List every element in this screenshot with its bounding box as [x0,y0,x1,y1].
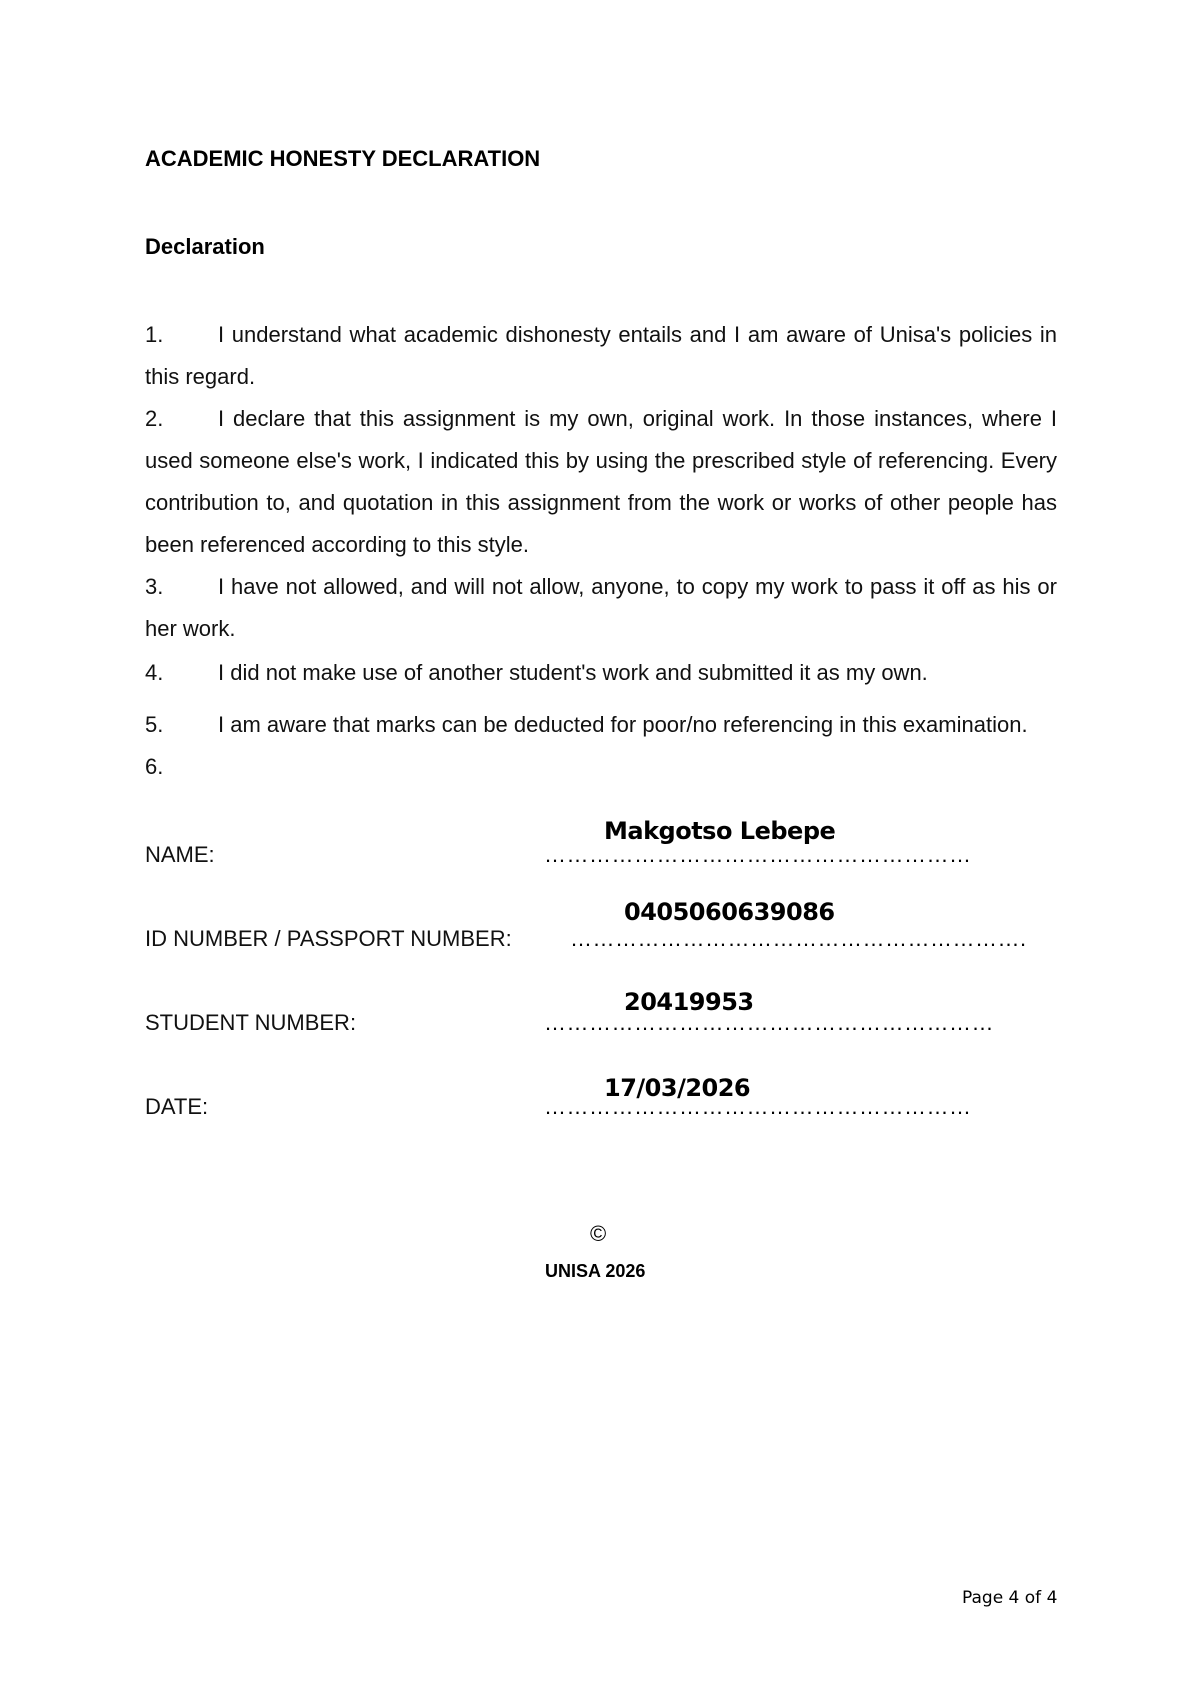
name-dotted-line: ………………………………………………… [544,842,972,867]
student-number-label: STUDENT NUMBER: [145,1010,357,1035]
organization-footer: UNISA 2026 [545,1261,646,1281]
declaration-list [145,314,1057,788]
declaration-item [145,566,1057,650]
declaration-item [145,652,1057,694]
id-number-value: 0405060639086 [624,898,835,926]
student-number-value: 20419953 [624,988,754,1016]
item-number: 1. [145,322,164,347]
document-title: ACADEMIC HONESTY DECLARATION [145,146,541,171]
item-text: I am aware that marks can be deducted for poor/no referencing in this examination. [218,712,1028,737]
item-text: I declare that this assignment is my own, original work. In those instances, where I used someone else's work, I indicated this by using the prescribed style of referencing. Every contribution to, and quotation in this assignment from the work or works of other people has been referenced according to this style. [145,406,1057,557]
declaration-item [145,314,1057,398]
date-dotted-line: ………………………………………………… [544,1094,972,1119]
item-text: I did not make use of another student's work and submitted it as my own. [218,660,928,685]
item-number: 6. [145,754,164,779]
declaration-item [145,704,1057,746]
page-number: Page 4 of 4 [962,1588,1058,1608]
item-number: 2. [145,406,164,431]
declaration-item [145,398,1057,566]
name-value: Makgotso Lebepe [604,817,836,845]
item-text: I have not allowed, and will not allow, anyone, to copy my work to pass it off as his or her work. [145,574,1057,641]
declaration-heading: Declaration [145,234,265,259]
student-number-dotted-line: …………………………………………………… [544,1010,994,1035]
item-number: 5. [145,712,164,737]
id-number-label: ID NUMBER / PASSPORT NUMBER: [145,926,512,951]
item-number: 3. [145,574,164,599]
declaration-item [145,746,1057,788]
id-number-dotted-line: ……………………………………………………. [570,926,1027,951]
item-text: I understand what academic dishonesty entails and I am aware of Unisa's policies in this regard. [145,322,1057,389]
copyright-symbol: © [590,1221,607,1246]
item-number: 4. [145,660,164,685]
date-label: DATE: [145,1094,209,1119]
date-value: 17/03/2026 [604,1074,751,1102]
name-label: NAME: [145,842,215,867]
